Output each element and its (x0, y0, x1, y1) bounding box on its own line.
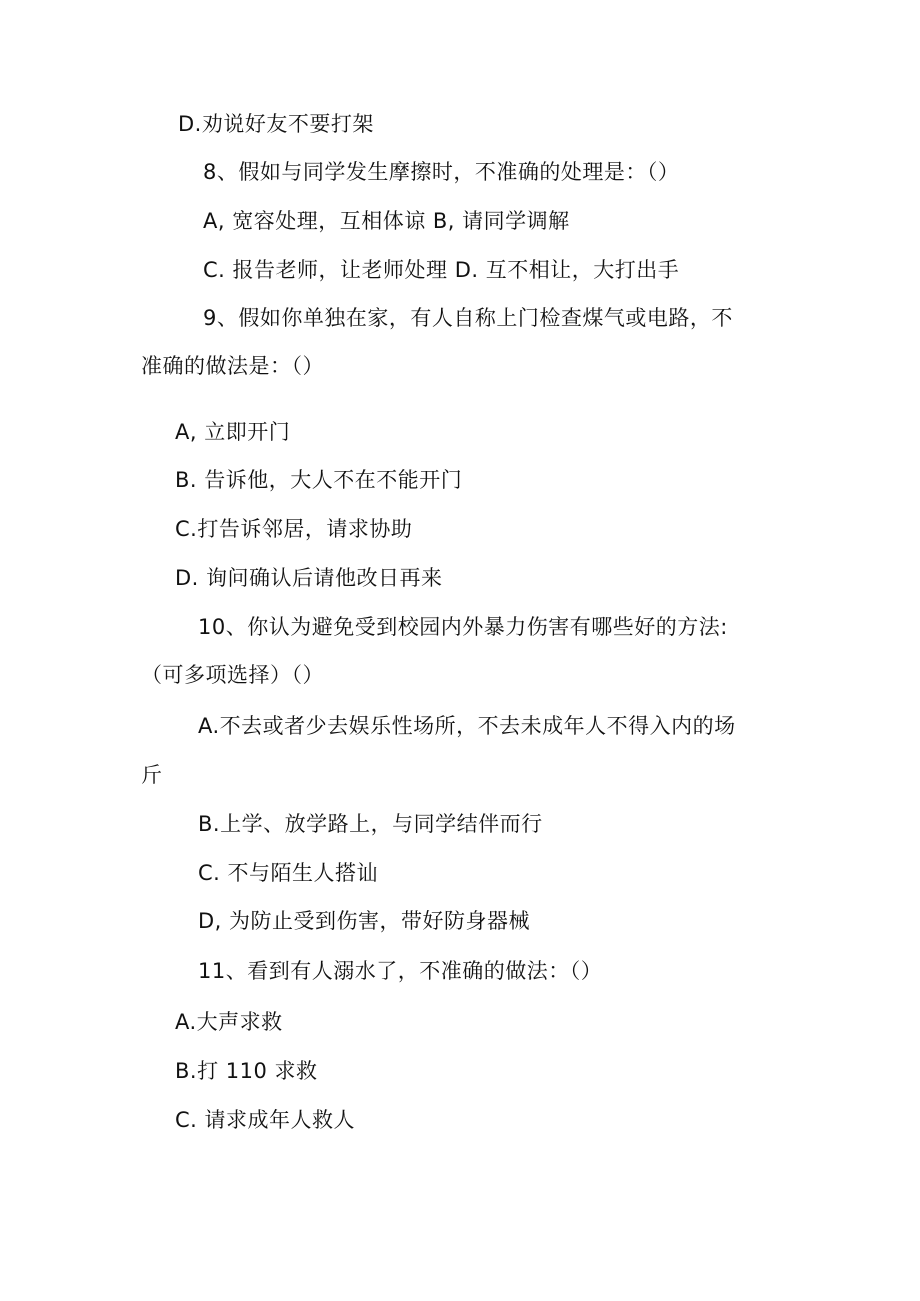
q9-option-d: D. 询问确认后请他改日再来 (175, 566, 443, 590)
q8-options-cd: C. 报告老师，让老师处理 D. 互不相让，大打出手 (203, 258, 680, 282)
q11-option-c: C. 请求成年人救人 (175, 1108, 356, 1132)
q10-option-d: D, 为防止受到伤害，带好防身器械 (198, 909, 531, 933)
q10-option-b: B.上学、放学路上，与同学结伴而行 (198, 812, 543, 836)
q10-option-a-continued: 斤 (141, 763, 163, 787)
q8-options-ab: A, 宽容处理，互相体谅 B, 请同学调解 (203, 209, 570, 233)
question-11: 11、看到有人溺水了，不准确的做法：（） (198, 959, 603, 983)
question-8: 8、假如与同学发生摩擦时，不准确的处理是：（） (203, 160, 680, 184)
q7-option-d: D.劝说好友不要打架 (178, 112, 374, 136)
q11-option-b: B.打 110 求救 (175, 1059, 318, 1083)
q10-option-a: A.不去或者少去娱乐性场所，不去未成年人不得入内的场 (198, 714, 736, 738)
question-10-continued: （可多项选择）（） (141, 663, 324, 687)
question-9-continued: 准确的做法是：（） (141, 354, 324, 378)
q10-option-c: C. 不与陌生人搭讪 (198, 861, 379, 885)
question-10: 10、你认为避免受到校园内外暴力伤害有哪些好的方法: (198, 615, 728, 639)
q11-option-a: A.大声求救 (175, 1010, 283, 1034)
q9-option-b: B. 告诉他，大人不在不能开门 (175, 468, 463, 492)
q9-option-a: A, 立即开门 (175, 420, 291, 444)
q9-option-c: C.打告诉邻居，请求协助 (175, 517, 413, 541)
question-9: 9、假如你单独在家，有人自称上门检查煤气或电路，不 (203, 306, 733, 330)
